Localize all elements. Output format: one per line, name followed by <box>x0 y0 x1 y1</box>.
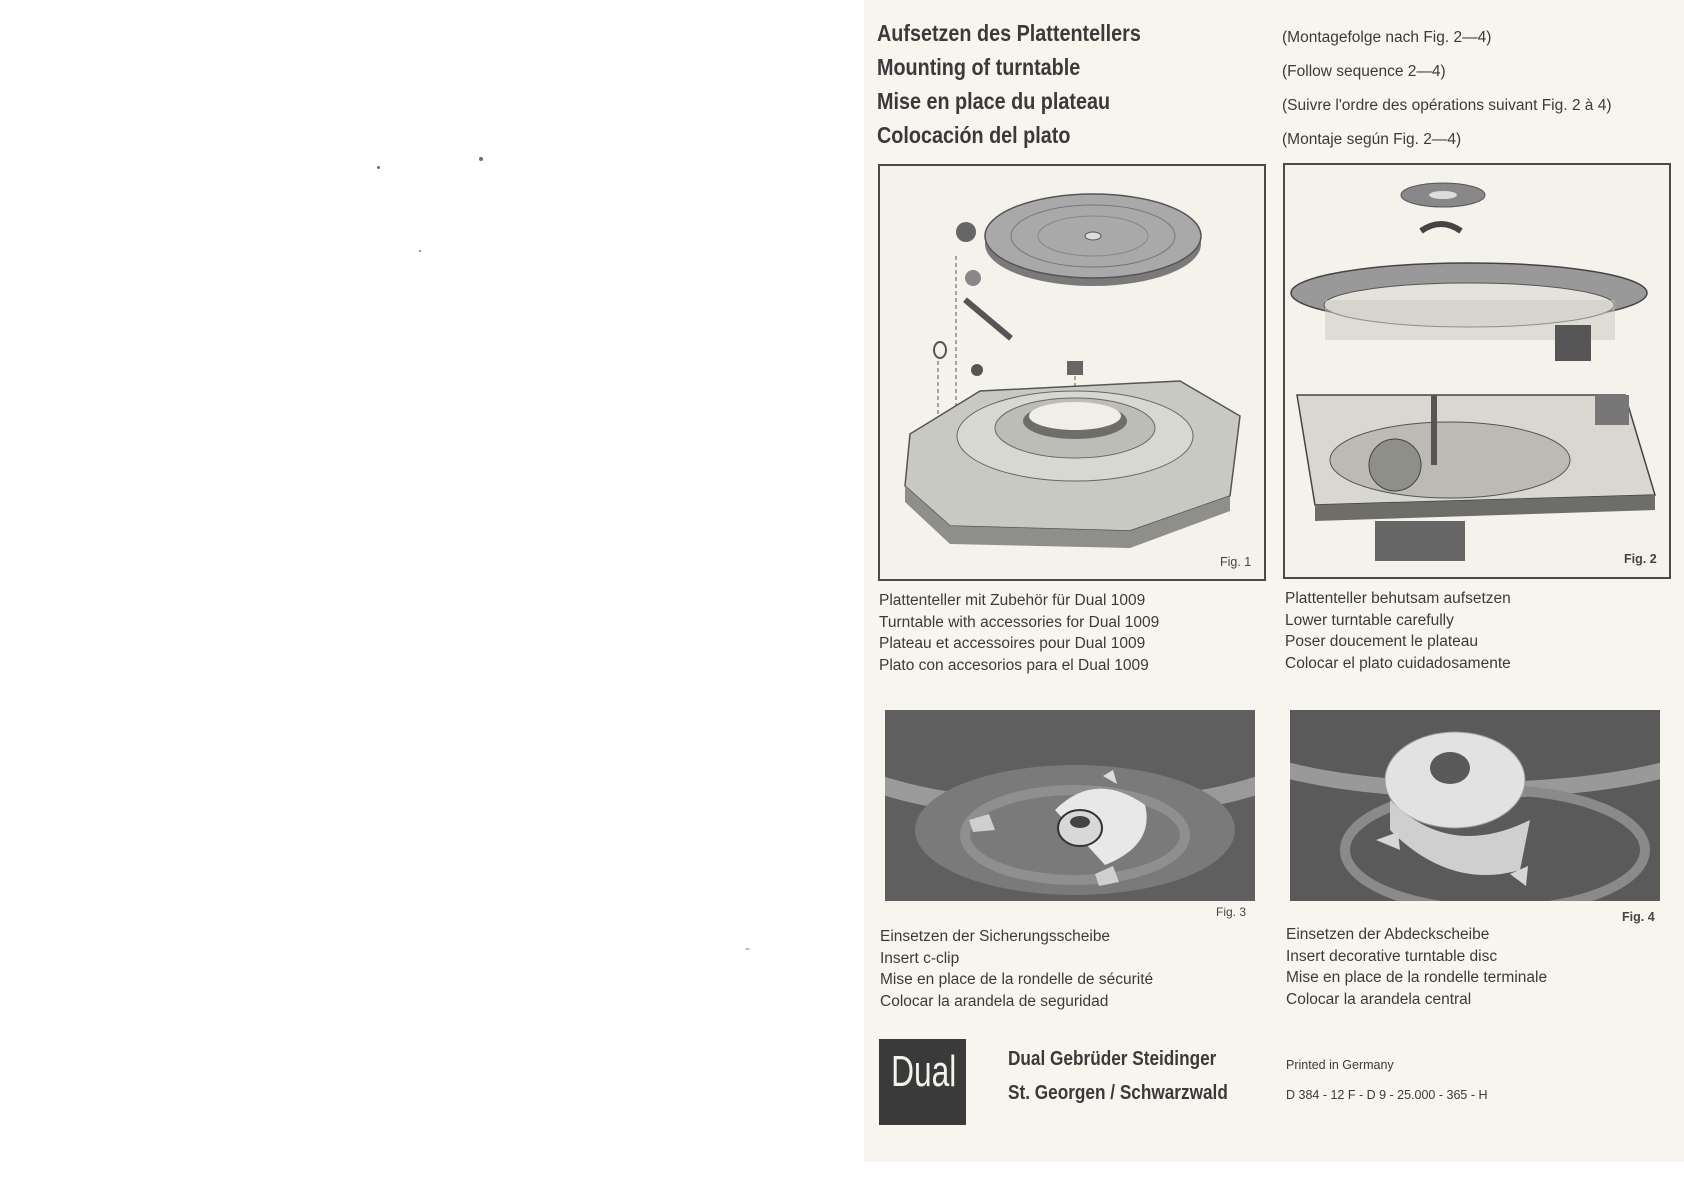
caption-line: Insert c-clip <box>880 949 960 967</box>
caption-line: Plattenteller mit Zubehör für Dual 1009 <box>879 592 1146 609</box>
title-german: Aufsetzen des Plattentellers <box>877 20 1141 46</box>
sequence-note-french: (Suivre l'ordre des opérations suivant Fig. 2 à 4) <box>1282 97 1612 114</box>
figure-3-photo <box>885 710 1255 901</box>
caption-line: Turntable with accessories for Dual 1009 <box>879 613 1160 631</box>
caption-line: Colocar la arandela central <box>1286 990 1472 1008</box>
caption-line: Plattenteller behutsam aufsetzen <box>1285 590 1511 607</box>
figure-1-caption <box>879 590 1159 676</box>
caption-line: Einsetzen der Sicherungsscheibe <box>880 928 1111 945</box>
turntable-parts-illustration <box>880 166 1264 579</box>
figure-3-caption <box>880 926 1153 1012</box>
dual-logo <box>879 1039 966 1125</box>
caption-line: Poser doucement le plateau <box>1285 633 1479 650</box>
caption-line: Plateau et accessoires pour Dual 1009 <box>879 635 1146 652</box>
scan-speck <box>419 250 421 252</box>
caption-line: Einsetzen der Abdeckscheibe <box>1286 926 1490 943</box>
sequence-note-spanish: (Montaje según Fig. 2—4) <box>1282 131 1462 148</box>
figure-2-frame <box>1283 163 1671 579</box>
caption-line: Mise en place de la rondelle de sécurité <box>880 971 1154 988</box>
caption-line: Colocar la arandela de seguridad <box>880 992 1109 1010</box>
figure-4-label: Fig. 4 <box>1622 910 1655 924</box>
company-name: Dual Gebrüder Steidinger <box>1008 1048 1217 1070</box>
figure-3-label: Fig. 3 <box>1216 905 1247 919</box>
figure-4-photo <box>1290 710 1660 901</box>
title-french: Mise en place du plateau <box>877 88 1111 114</box>
caption-line: Colocar el plato cuidadosamente <box>1285 654 1511 672</box>
sequence-note-english: (Follow sequence 2—4) <box>1282 63 1446 80</box>
dual-logo-text: Dual <box>891 1047 957 1096</box>
caption-line: Mise en place de la rondelle terminale <box>1286 969 1548 986</box>
printed-in: Printed in Germany <box>1286 1058 1394 1072</box>
figure-2-label: Fig. 2 <box>1624 552 1657 566</box>
caption-line: Plato con accesorios para el Dual 1009 <box>879 656 1149 674</box>
company-location: St. Georgen / Schwarzwald <box>1008 1082 1228 1104</box>
title-spanish: Colocación del plato <box>877 122 1071 148</box>
scan-speck <box>745 948 750 950</box>
figure-4-caption <box>1286 924 1547 1010</box>
figure-2-caption <box>1285 588 1511 674</box>
turntable-lowering-illustration <box>1285 165 1669 577</box>
scan-speck <box>377 166 380 169</box>
caption-line: Insert decorative turntable disc <box>1286 947 1498 965</box>
scan-speck <box>479 157 483 161</box>
caption-line: Lower turntable carefully <box>1285 611 1454 629</box>
figure-1-label: Fig. 1 <box>1220 555 1252 569</box>
print-code: D 384 - 12 F - D 9 - 25.000 - 365 - H <box>1286 1088 1488 1102</box>
sequence-note-german: (Montagefolge nach Fig. 2—4) <box>1282 29 1492 46</box>
title-english: Mounting of turntable <box>877 54 1081 80</box>
figure-1-frame <box>878 164 1266 581</box>
